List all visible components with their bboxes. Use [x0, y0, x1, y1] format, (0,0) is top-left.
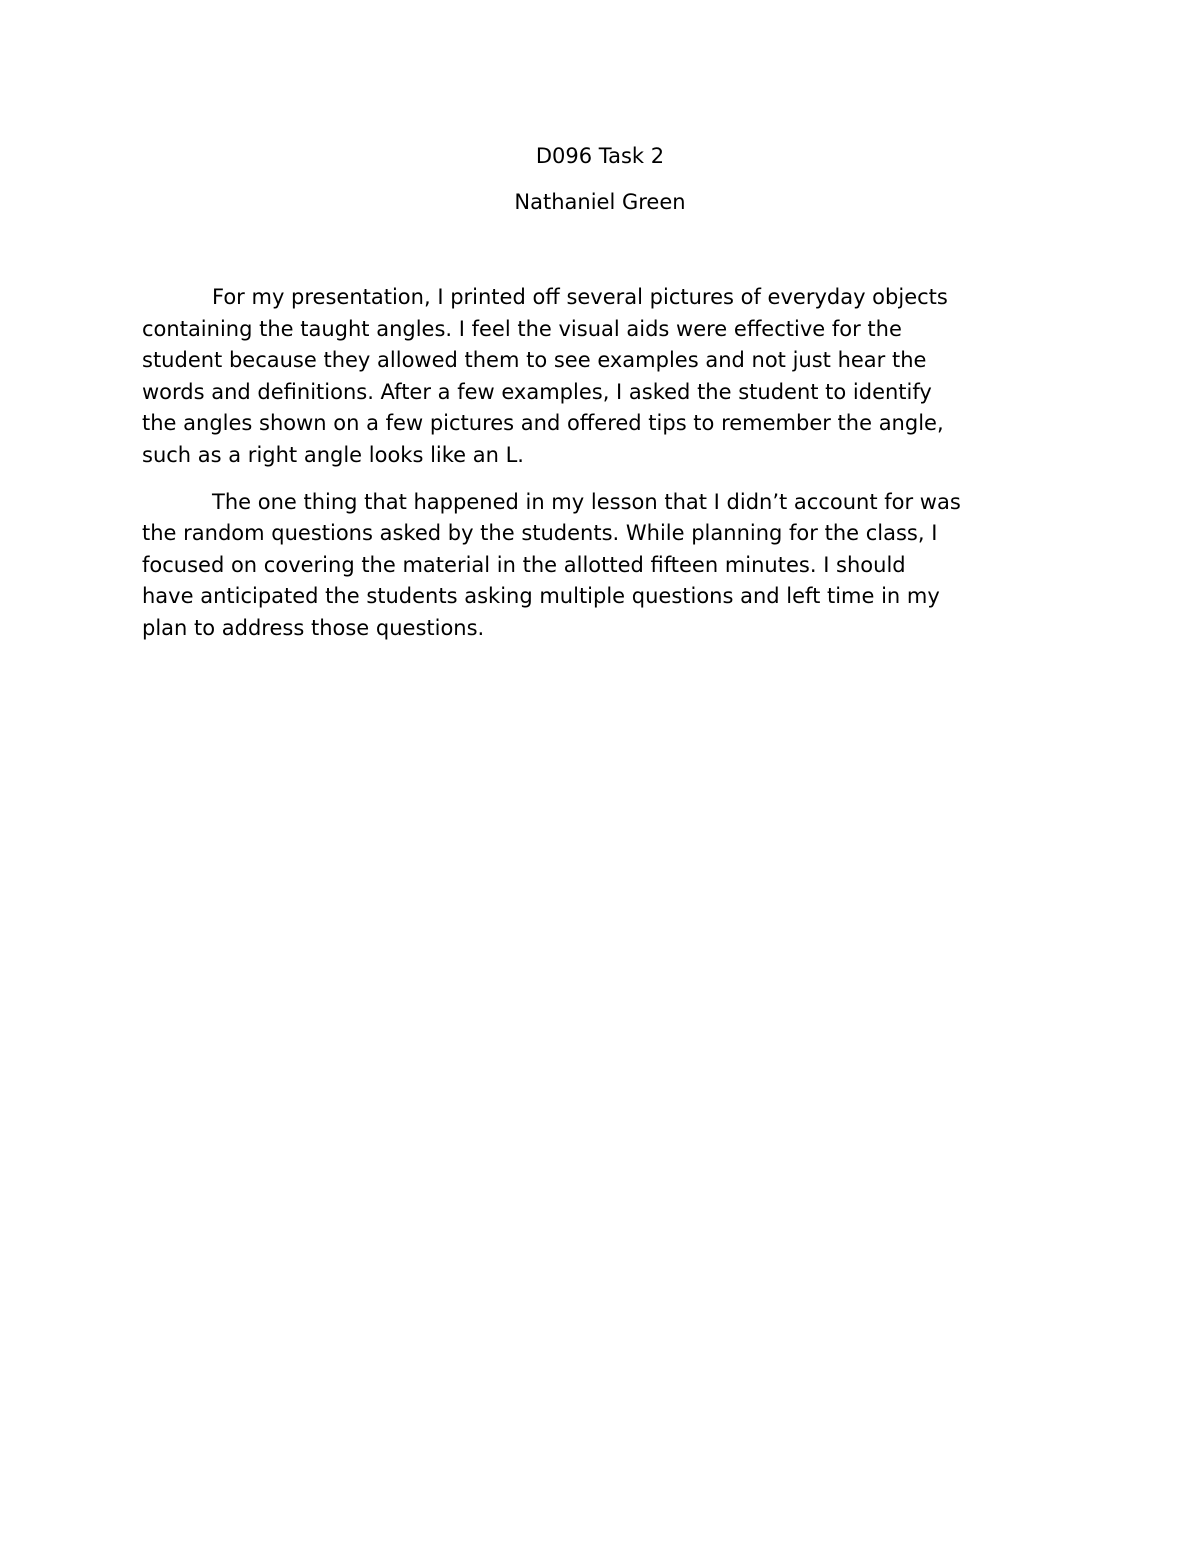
text-line: the angles shown on a few pictures and offered tips to remember the angle,: [142, 411, 944, 436]
text-line: containing the taught angles. I feel the visual aids were effective for the: [142, 316, 902, 341]
text-line: plan to address those questions.: [142, 615, 485, 640]
paragraph-presentation: [142, 282, 1062, 472]
text-line: the random questions asked by the students. While planning for the class, I: [142, 521, 938, 546]
text-line: focused on covering the material in the allotted fifteen minutes. I should: [142, 552, 906, 577]
text-line: such as a right angle looks like an L.: [142, 442, 524, 467]
document-body: [142, 282, 1062, 660]
text-line: The one thing that happened in my lesson that I didn’t account for was: [212, 489, 961, 514]
text-line: student because they allowed them to see examples and not just hear the: [142, 348, 927, 373]
author-name: Nathaniel Green: [514, 190, 686, 214]
text-line: For my presentation, I printed off several pictures of everyday objects: [212, 285, 948, 309]
text-line: words and definitions. After a few examples, I asked the student to identify: [142, 379, 932, 404]
text-line: have anticipated the students asking multiple questions and left time in my: [142, 584, 940, 609]
document-title: D096 Task 2: [535, 144, 665, 168]
paragraph-reflection: [142, 487, 1062, 645]
